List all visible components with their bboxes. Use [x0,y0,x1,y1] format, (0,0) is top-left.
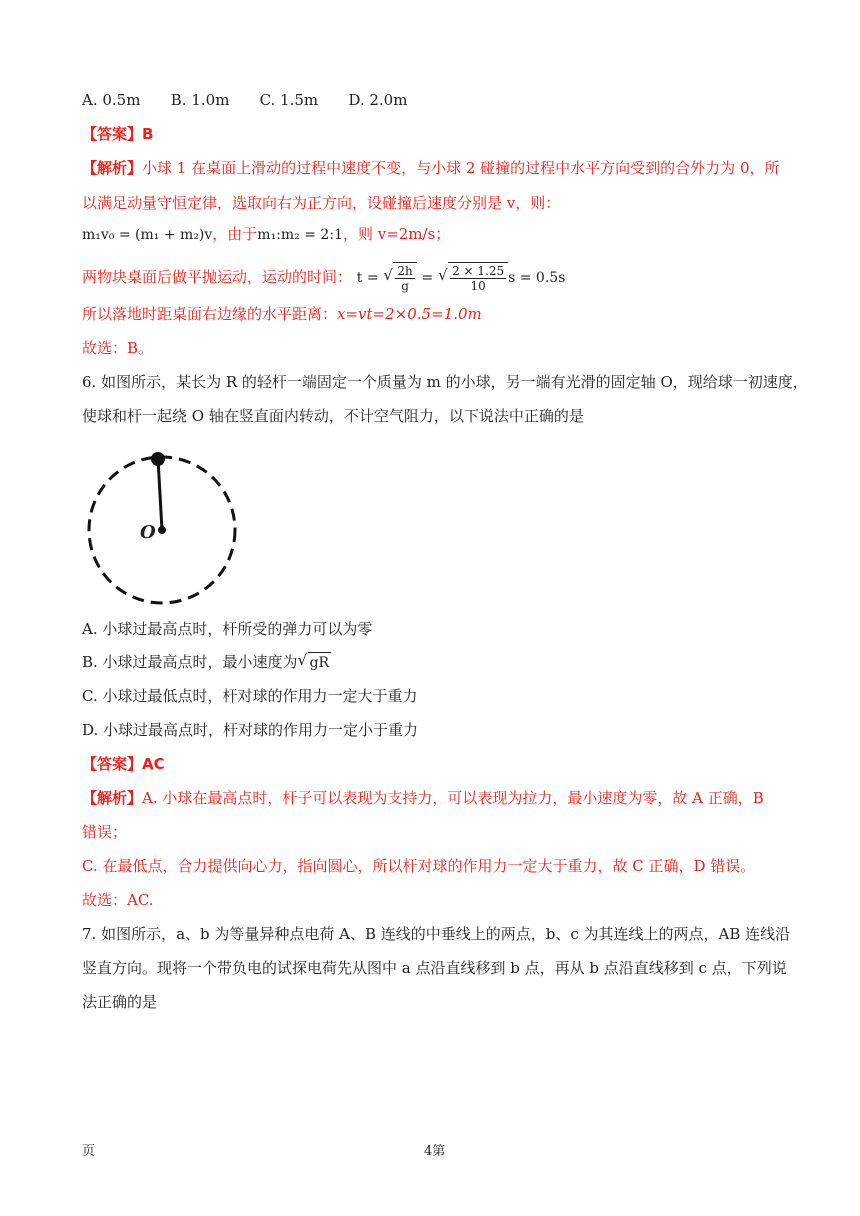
mass-ratio-formula: m₁:m₂ = 2:1 [257,227,343,243]
answer-value: AC [142,755,165,773]
ball [151,452,165,466]
q5-momentum-equation: m₁v₀ = (m₁ + m₂)v，由于m₁:m₂ = 2:1，则 v=2m/s； [82,225,451,243]
distance-formula: x=vt=2×0.5=1.0m [337,305,482,323]
q6-figure-circle-rod [82,450,247,605]
answer-tag: 【答案】 [82,125,143,143]
time-sqrt: √ $\frac{2h}{g}$ [393,262,416,293]
footer-left: 页 [82,1144,96,1159]
analysis-tag: 【解析】 [82,789,143,807]
page-number: 4第 [424,1144,446,1159]
q5-option-d: D. 2.0m [348,91,408,109]
q5-option-b: B. 1.0m [170,91,230,109]
q5-analysis-line1: 【解析】小球 1 在桌面上滑动的过程中速度不变，与小球 2 碰撞的过程中水平方向受到的合外力为 0，所 [82,159,780,177]
q5-option-a: A. 0.5m [82,91,141,109]
q5-choice: 故选：B。 [82,339,154,357]
q6-analysis-line2: 错误； [82,823,128,841]
q5-options [82,90,407,110]
q7-stem-line3: 法正确的是 [82,993,158,1011]
q5-analysis-line2: 以满足动量守恒定律，选取向右为正方向，设碰撞后速度分别是 v，则： [82,194,561,212]
q6-choice: 故选：AC. [82,891,154,909]
q6-analysis-line3: C. 在最低点，合力提供向心力，指向圆心，所以杆对球的作用力一定大于重力，故 C 正确，D 错误。 [82,857,756,875]
q6-option-b: B. 小球过最高点时，最小速度为√ gR [82,652,331,673]
value-sqrt: √ $\frac{2 \times 1.25}{10}$ [448,262,508,293]
q5-option-c: C. 1.5m [259,91,319,109]
q6-stem-line2: 使球和杆一起绕 O 轴在竖直面内转动，不计空气阻力，以下说法中正确的是 [82,407,584,425]
momentum-formula: m₁v₀ = (m₁ + m₂)v [82,227,213,243]
q5-fall-time: 两物块桌面后做平抛运动，运动的时间： t = √ $\frac{2h}{g}$ = √ $\frac{2 \times 1.25}{10}$ s = 0.5s [82,262,565,293]
q6-option-a: A. 小球过最高点时，杆所受的弹力可以为零 [82,620,373,638]
q5-answer [82,124,153,144]
axis-label-o: O [140,522,156,543]
q6-stem-line1: 6. 如图所示，某长为 R 的轻杆一端固定一个质量为 m 的小球，另一端有光滑的固定轴 O，现给球一初速度， [82,373,808,391]
q5-distance: 所以落地时距桌面右边缘的水平距离：x=vt=2×0.5=1.0m [82,305,482,323]
q7-stem-line2: 竖直方向。现将一个带负电的试探电荷先从图中 a 点沿直线移到 b 点，再从 b 点沿直线移到 c 点，下列说 [82,959,787,977]
q6-option-c: C. 小球过最低点时，杆对球的作用力一定大于重力 [82,687,418,705]
rod [158,459,162,530]
answer-value: B [142,125,154,143]
q7-stem-line1: 7. 如图所示，a、b 为等量异种点电荷 A、B 连线的中垂线上的两点，b、c 为其连线上的两点，AB 连线沿 [82,925,791,943]
answer-tag: 【答案】 [82,755,143,773]
analysis-tag: 【解析】 [82,159,143,177]
axis-point [158,526,166,534]
q6-option-d: D. 小球过最高点时，杆对球的作用力一定小于重力 [82,721,419,739]
q6-analysis-line1: 【解析】A. 小球在最高点时，杆子可以表现为支持力，可以表现为拉力，最小速度为零，故 A 正确，B [82,789,764,807]
q6-answer [82,754,165,774]
